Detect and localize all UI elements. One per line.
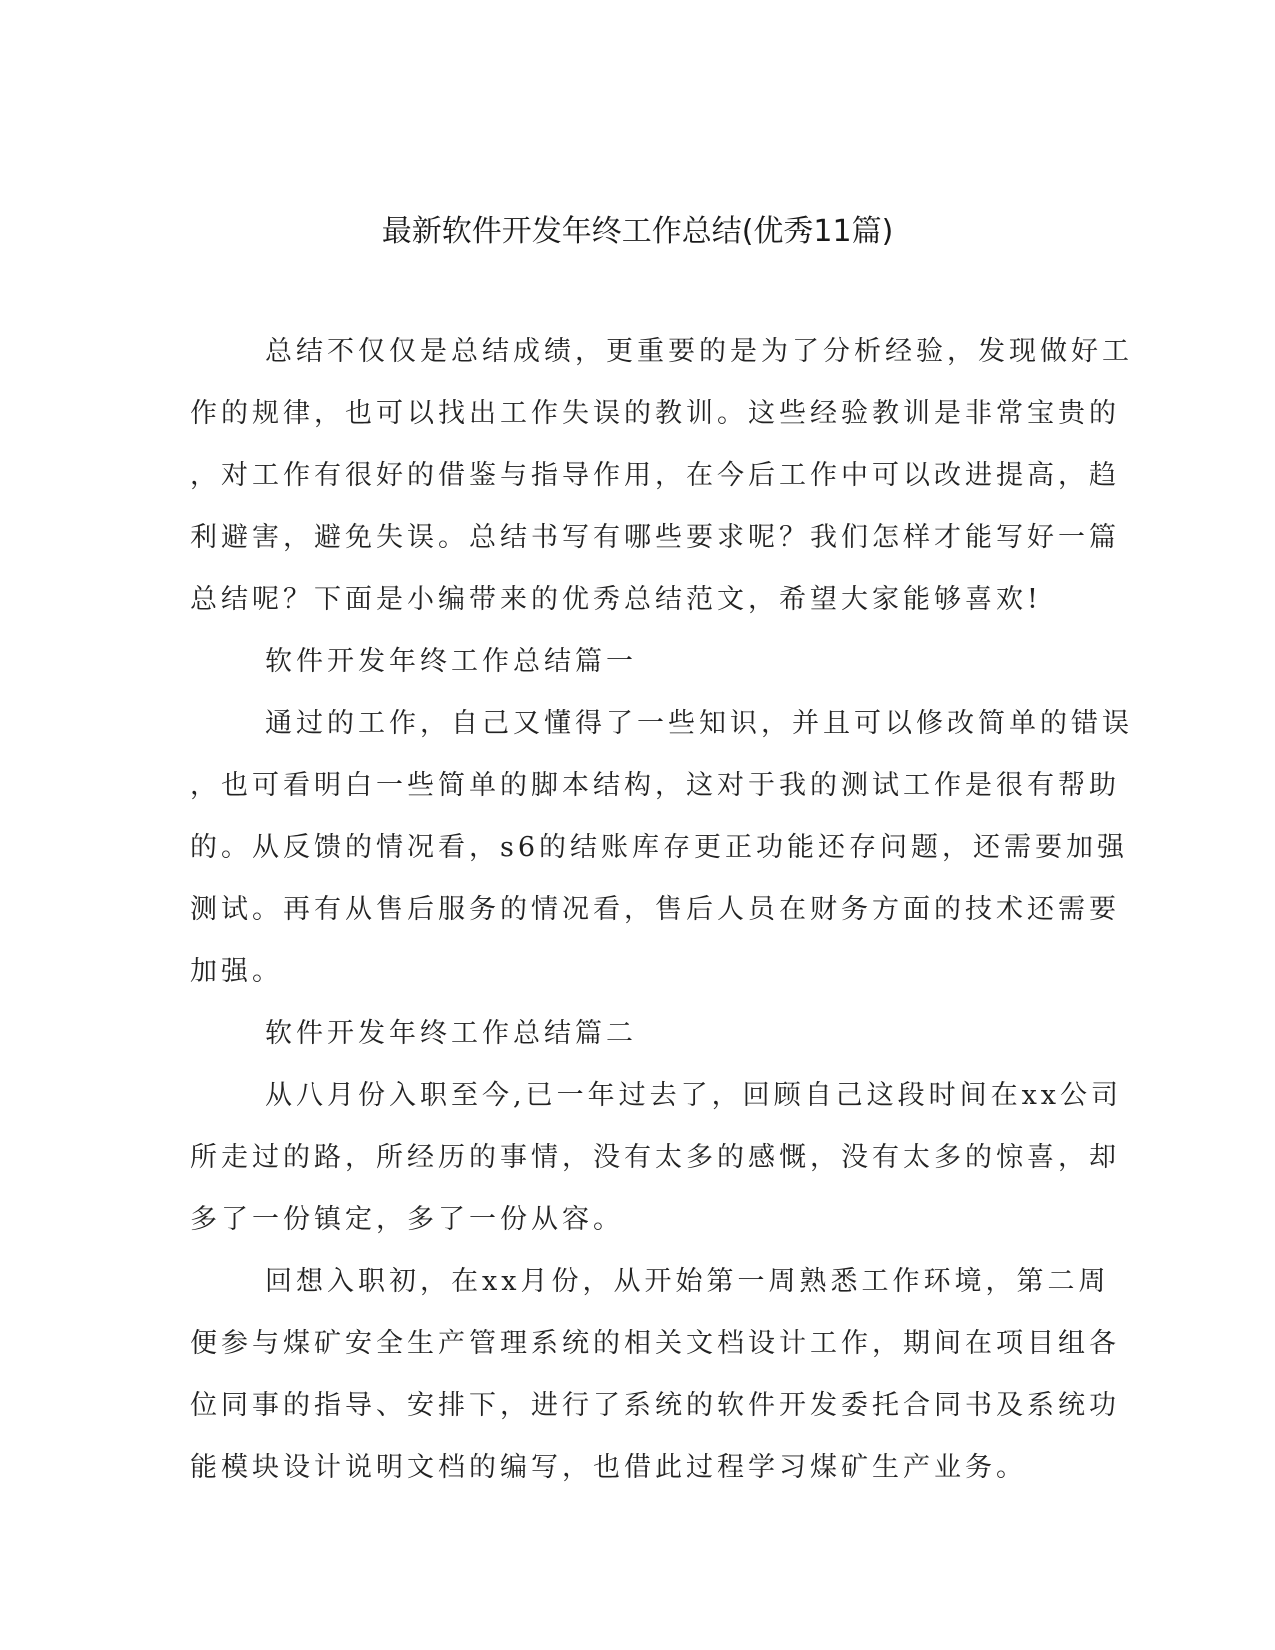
document-title: 最新软件开发年终工作总结(优秀11篇) (381, 214, 894, 249)
text-line: ，对工作有很好的借鉴与指导作用，在今后工作中可以改进提高，趋 (190, 460, 1120, 491)
document-body (190, 321, 1133, 1499)
text-line: 作的规律，也可以找出工作失误的教训。这些经验教训是非常宝贵的 (190, 398, 1120, 429)
text-line: 所走过的路，所经历的事情，没有太多的感慨，没有太多的惊喜，却 (190, 1142, 1120, 1173)
text-line: 总结呢？下面是小编带来的优秀总结范文，希望大家能够喜欢! (190, 584, 1042, 615)
text-line: 通过的工作，自己又懂得了一些知识，并且可以修改简单的错误 (265, 708, 1133, 739)
text-line: 回想入职初，在xx月份，从开始第一周熟悉工作环境，第二周 (265, 1266, 1110, 1297)
text-line: 的。从反馈的情况看，s6的结账库存更正功能还存问题，还需要加强 (190, 832, 1129, 863)
text-line: 加强。 (190, 956, 283, 987)
text-line: 软件开发年终工作总结篇二 (265, 1018, 637, 1049)
text-line: 测试。再有从售后服务的情况看，售后人员在财务方面的技术还需要 (190, 894, 1120, 925)
text-line: 从八月份入职至今,已一年过去了，回顾自己这段时间在xx公司 (265, 1080, 1123, 1111)
text-line: 多了一份镇定，多了一份从容。 (190, 1204, 624, 1235)
text-line: ，也可看明白一些简单的脚本结构，这对于我的测试工作是很有帮助 (190, 770, 1120, 801)
text-line: 便参与煤矿安全生产管理系统的相关文档设计工作，期间在项目组各 (190, 1328, 1120, 1359)
text-line: 软件开发年终工作总结篇一 (265, 646, 637, 677)
text-line: 能模块设计说明文档的编写，也借此过程学习煤矿生产业务。 (190, 1452, 1027, 1483)
text-line: 利避害，避免失误。总结书写有哪些要求呢？我们怎样才能写好一篇 (190, 522, 1120, 553)
text-line: 总结不仅仅是总结成绩，更重要的是为了分析经验，发现做好工 (265, 336, 1133, 367)
text-line: 位同事的指导、安排下，进行了系统的软件开发委托合同书及系统功 (190, 1390, 1120, 1421)
